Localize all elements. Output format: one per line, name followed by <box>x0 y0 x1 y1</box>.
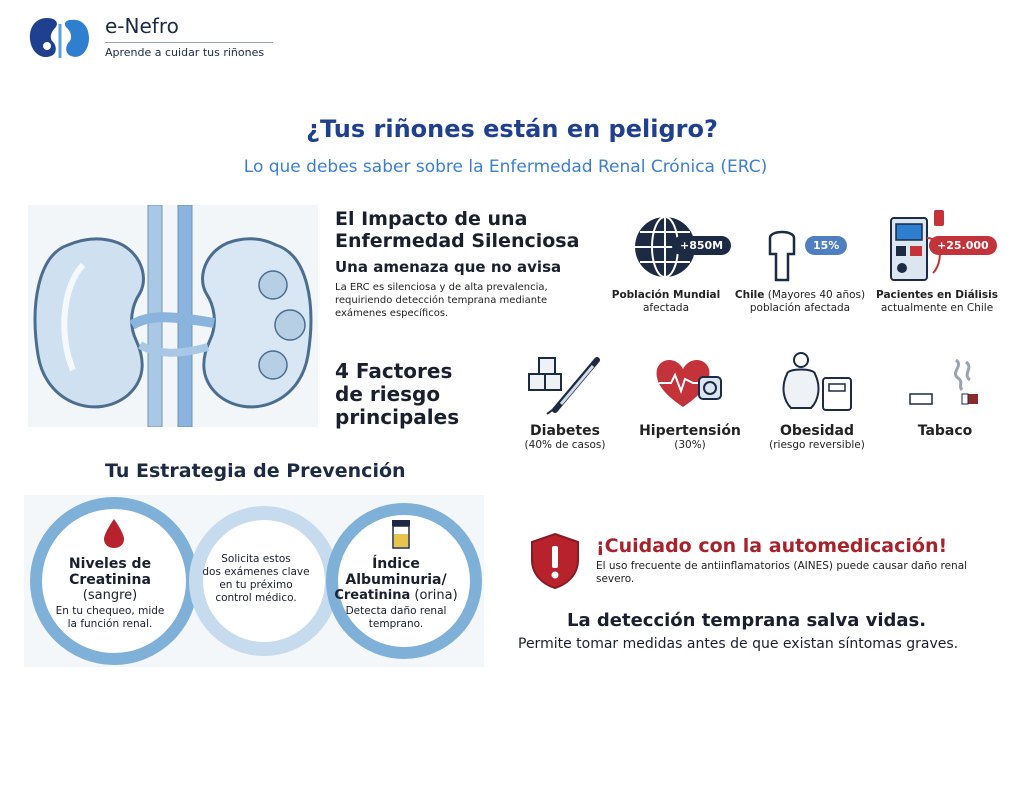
page-title: ¿Tus riñones están en peligro? <box>306 115 718 143</box>
kidneys-illustration <box>28 205 318 427</box>
person-icon <box>764 226 800 282</box>
warning-title: ¡Cuidado con la automedicación! <box>596 535 948 557</box>
brand-name: e-Nefro <box>105 14 179 38</box>
factors-heading: 4 Factores de riesgo principales <box>335 359 460 429</box>
stat-label-dialysis: Pacientes en Diálisis actualmente en Chile <box>876 289 998 314</box>
stat-label-world: Población Mundial afectada <box>611 289 721 314</box>
brand-logo <box>27 14 99 62</box>
stat-badge-chile: 15% <box>805 236 847 255</box>
factor-obesity: Obesidad (riesgo reversible) <box>769 423 865 451</box>
factor-diabetes: Diabetes (40% de casos) <box>524 423 606 451</box>
early-detection-title: La detección temprana salva vidas. <box>567 610 927 631</box>
exams-request-text: Solicita estos dos exámenes clave en tu préximo control médico. <box>202 553 310 604</box>
stat-badge-dialysis: +25.000 <box>929 236 997 255</box>
prevention-heading: Tu Estrategia de Prevención <box>105 460 406 482</box>
factor-hypertension: Hipertensión (30%) <box>639 423 741 451</box>
warning-text: El uso frecuente de antiinflamatorios (AINES) puede causar daño renal severo. <box>596 560 968 585</box>
impact-text: La ERC es silenciosa y de alta prevalencia, requiriendo detección temprana mediante exámenes específicos. <box>335 282 548 319</box>
stat-label-chile: Chile (Mayores 40 años) población afectada <box>734 289 866 314</box>
albuminuria-card: Índice Albuminuria/ Creatinina (orina) Detecta daño renal temprano. <box>334 556 458 630</box>
cigarette-icon <box>906 356 984 410</box>
factor-tobacco: Tabaco <box>917 423 973 439</box>
page-subtitle: Lo que debes saber sobre la Enfermedad Renal Crónica (ERC) <box>243 157 768 177</box>
brand-tagline: Aprende a cuidar tus riñones <box>105 46 265 59</box>
impact-heading: El Impacto de una Enfermedad Silenciosa <box>335 208 580 252</box>
diabetes-icon <box>525 352 607 416</box>
warning-shield-icon <box>528 532 582 590</box>
urine-sample-icon <box>389 518 413 550</box>
early-detection-text: Permite tomar medidas antes de que existan síntomas graves. <box>518 636 959 652</box>
impact-subheading: Una amenaza que no avisa <box>335 258 562 276</box>
stat-badge-world: +850M <box>672 236 731 255</box>
scale-icon <box>779 350 853 416</box>
heart-pressure-icon <box>653 355 723 411</box>
blood-drop-icon <box>102 517 126 549</box>
creatinine-card: Niveles de Creatinina (sangre) En tu chequeo, mide la función renal. <box>55 556 165 630</box>
brand-divider <box>105 42 273 43</box>
